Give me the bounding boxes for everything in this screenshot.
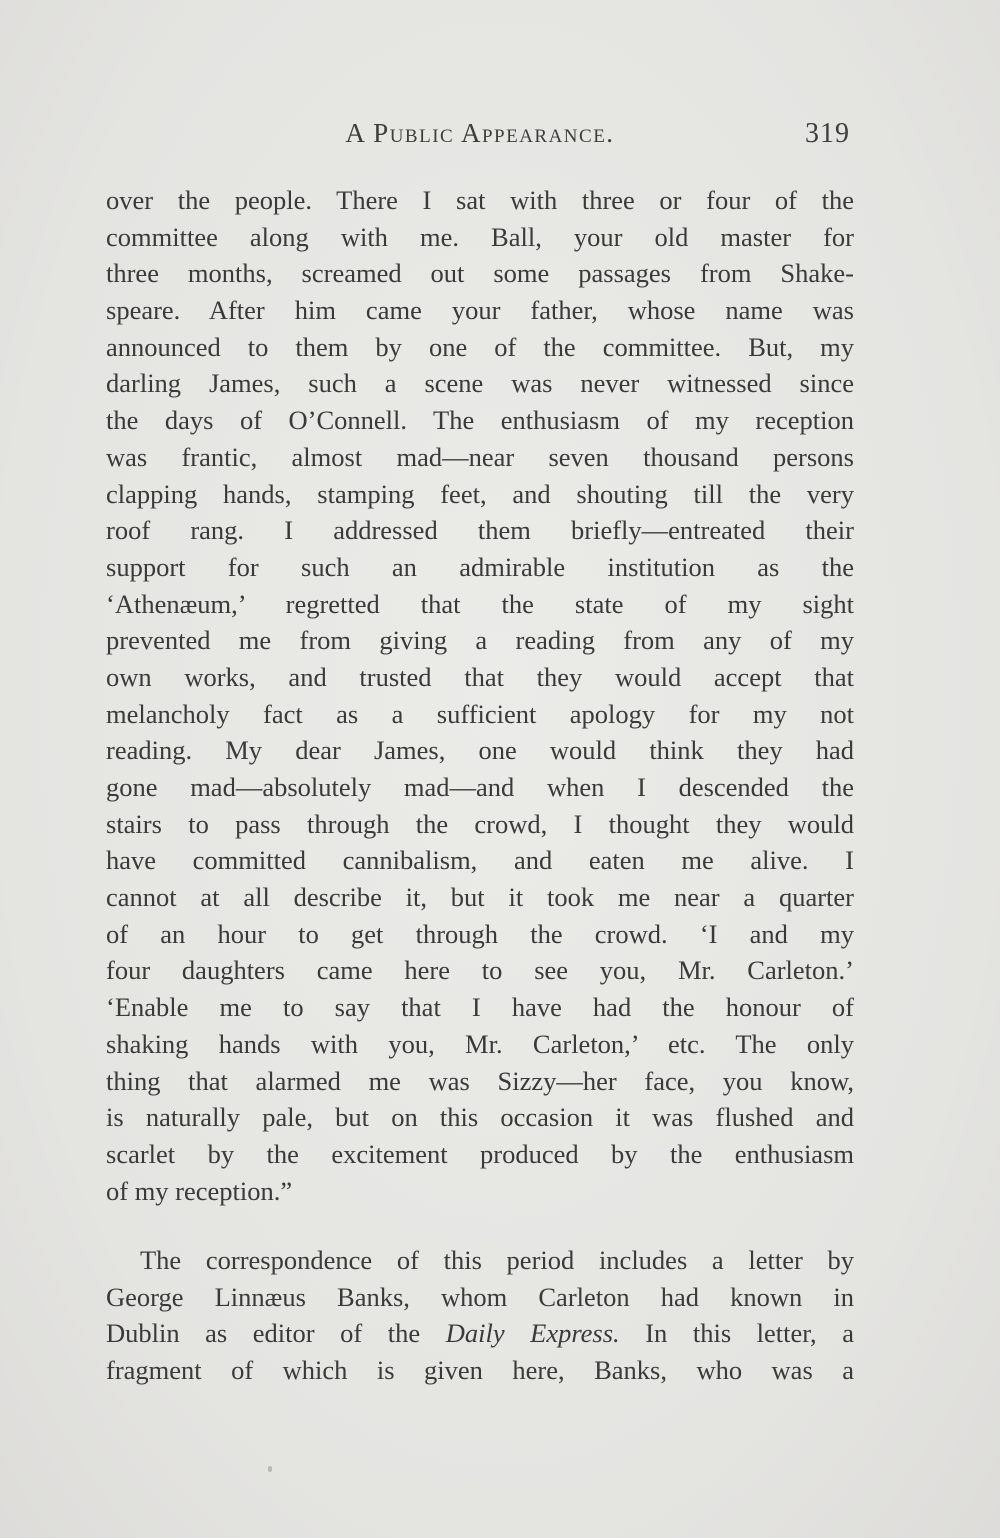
text-line: clapping hands, stamping feet, and shouting till the very — [106, 478, 854, 509]
text-line: speare. After him came your father, whose name was — [106, 295, 854, 326]
text-line: three months, screamed out some passages from Shake- — [106, 258, 854, 289]
text-line: stairs to pass through the crowd, I thought they would — [106, 808, 854, 839]
text-line: over the people. There I sat with three or four of the — [106, 185, 854, 215]
text-line: support for such an admirable institution as the — [106, 551, 854, 582]
text-line: four daughters came here to see you, Mr. Carleton.’ — [106, 955, 854, 986]
text-line: George Linnæus Banks, whom Carleton had known in — [106, 1281, 854, 1312]
text-line: was frantic, almost mad—near seven thousand persons — [106, 441, 854, 472]
text-line: scarlet by the excitement produced by the enthusiasm — [106, 1138, 854, 1169]
text-line: melancholy fact as a sufficient apology for my not — [106, 698, 854, 729]
paragraph-letter-continuation — [106, 182, 854, 1209]
text-line: reading. My dear James, one would think they had — [106, 735, 854, 766]
paragraph-correspondence — [106, 1242, 854, 1389]
text-line: of my reception.” — [106, 1175, 293, 1206]
text-line: prevented me from giving a reading from any of my — [106, 625, 854, 656]
text-line: thing that alarmed me was Sizzy—her face, you know, — [106, 1065, 854, 1096]
text-segment: Dublin as editor of the — [106, 1318, 446, 1349]
text-line: announced to them by one of the committee. But, my — [106, 331, 854, 362]
text-line: the days of O’Connell. The enthusiasm of my reception — [106, 405, 854, 436]
text-line: ‘Athenæum,’ regretted that the state of my sight — [106, 588, 854, 619]
text-line: gone mad—absolutely mad—and when I descended the — [106, 772, 854, 802]
newspaper-title-italic: Daily Express. — [445, 1318, 620, 1349]
text-line: roof rang. I addressed them briefly—entreated their — [106, 515, 854, 546]
page-number: 319 — [805, 118, 850, 149]
chapter-running-title: A Public Appearance. — [345, 118, 615, 148]
text-line-with-italic — [106, 1315, 854, 1352]
running-header — [106, 118, 854, 162]
text-line: own works, and trusted that they would accept that — [106, 661, 854, 692]
paper-speck — [268, 1466, 272, 1472]
text-line: is naturally pale, but on this occasion it was flushed and — [106, 1102, 854, 1133]
text-line: cannot at all describe it, but it took me near a quarter — [106, 882, 854, 913]
text-line: of an hour to get through the crowd. ‘I and my — [106, 918, 854, 949]
text-line: shaking hands with you, Mr. Carleton,’ etc. The only — [106, 1028, 854, 1059]
text-line: have committed cannibalism, and eaten me alive. I — [106, 845, 854, 876]
text-line: fragment of which is given here, Banks, who was a — [106, 1355, 854, 1386]
text-segment: In this letter, a — [619, 1318, 854, 1349]
text-line: The correspondence of this period includes a letter by — [140, 1245, 854, 1275]
text-line: darling James, such a scene was never witnessed since — [106, 368, 854, 399]
text-line: ‘Enable me to say that I have had the honour of — [106, 992, 854, 1023]
text-line: committee along with me. Ball, your old master for — [106, 221, 854, 252]
